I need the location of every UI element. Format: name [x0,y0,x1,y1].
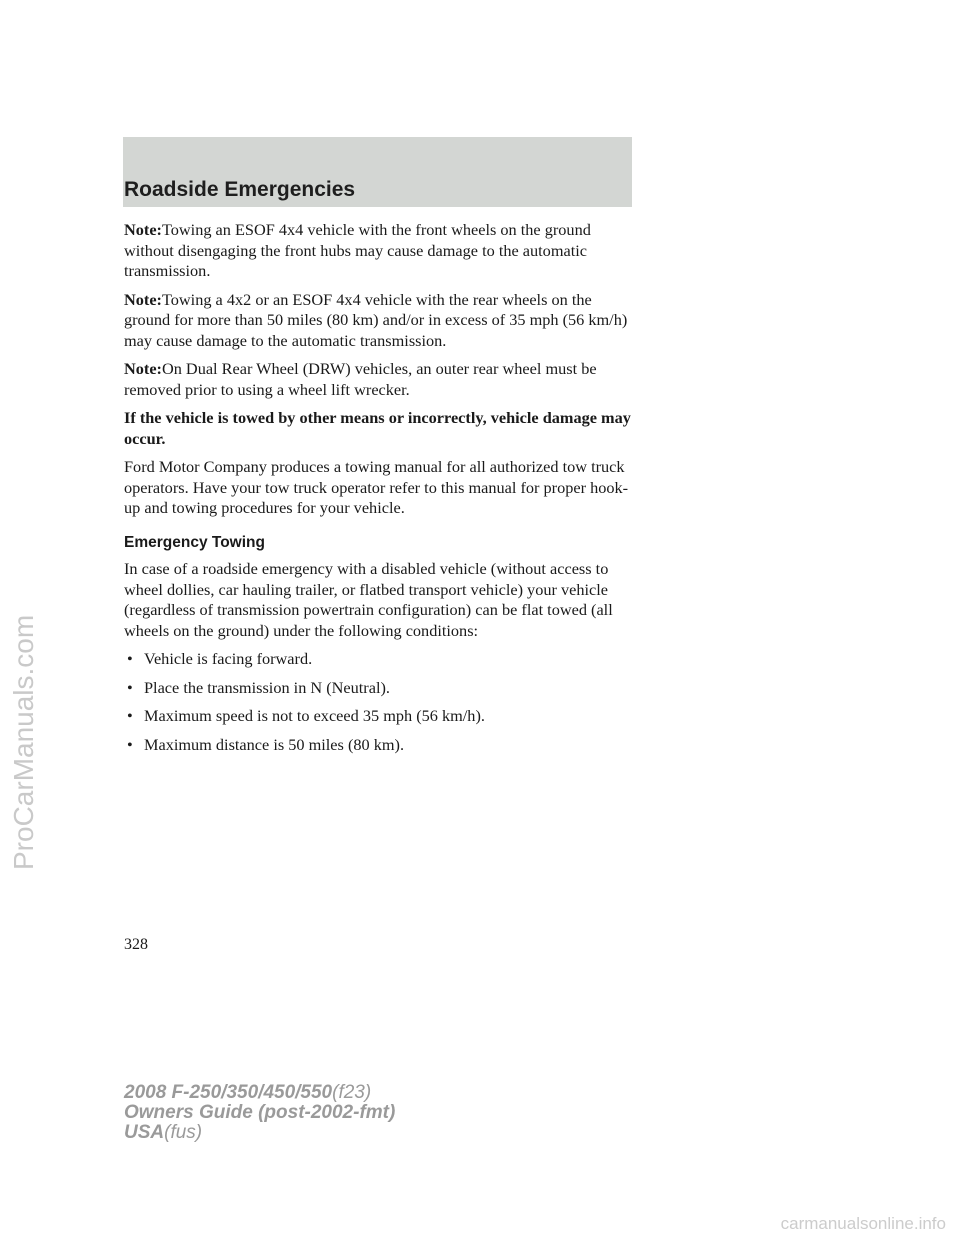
note-text: On Dual Rear Wheel (DRW) vehicles, an outer rear wheel must be removed prior to using a wheel lift wrecker. [124,359,597,399]
footer-market: USA [124,1122,165,1143]
towing-warning: If the vehicle is towed by other means or incorrectly, vehicle damage may occur. [124,408,631,448]
note-label: Note: [124,359,162,378]
bullet-icon: • [127,649,133,668]
note-front-wheels [124,220,634,282]
bullet-icon: • [127,706,133,725]
note-dual-rear-wheel [124,359,634,400]
condition-text: Maximum speed is not to exceed 35 mph (56 km/h). [144,706,485,725]
bottom-watermark: carmanualsonline.info [780,1214,946,1233]
footer-model-code: (f23) [332,1082,372,1103]
page-number: 328 [124,936,148,953]
footer-model: 2008 F-250/350/450/550 [124,1082,333,1103]
bullet-icon: • [127,734,133,754]
towing-manual-paragraph: Ford Motor Company produces a towing manual for all authorized tow truck operators. Have your tow truck operator refer to this manual for proper hook-up and towing procedures for your vehicle. [124,457,629,517]
condition-text: Vehicle is facing forward. [144,649,313,668]
footer-market-code: (fus) [164,1122,203,1143]
note-label: Note: [124,220,162,239]
side-watermark: ProCarManuals.com [8,614,39,870]
page-content [124,220,634,763]
footer-line-model [124,1083,395,1103]
list-item [124,678,634,699]
condition-text: Place the transmission in N (Neutral). [144,677,390,697]
footer-line-guide [124,1103,395,1123]
emergency-towing-heading: Emergency Towing [124,533,265,551]
list-item [124,649,634,670]
condition-text: Maximum distance is 50 miles (80 km). [144,734,405,754]
document-footer [124,1083,395,1143]
bullet-icon: • [127,677,133,697]
note-rear-wheels [124,290,634,352]
note-label: Note: [124,289,162,309]
emergency-towing-intro: In case of a roadside emergency with a disabled vehicle (without access to wheel dollies, car hauling trailer, or flatbed transport vehicle) your vehicle (regardless of transmission powertrain configuration) can be flat towed (all wheels on the ground) under the following conditions: [124,559,613,640]
list-item [124,735,634,756]
list-item [124,706,634,727]
note-text: Towing an ESOF 4x4 vehicle with the front wheels on the ground without disengaging the front hubs may cause damage to the automatic transmission. [124,220,591,280]
section-title: Roadside Emergencies [124,178,356,201]
towing-conditions-list [124,649,634,755]
note-text: Towing a 4x2 or an ESOF 4x4 vehicle with the rear wheels on the ground for more than 50 miles (80 km) and/or in excess of 35 mph (56 km/h) may cause damage to the automatic transmission. [124,289,628,350]
footer-guide: Owners Guide (post-2002-fmt) [124,1102,396,1123]
footer-line-market [124,1123,395,1143]
